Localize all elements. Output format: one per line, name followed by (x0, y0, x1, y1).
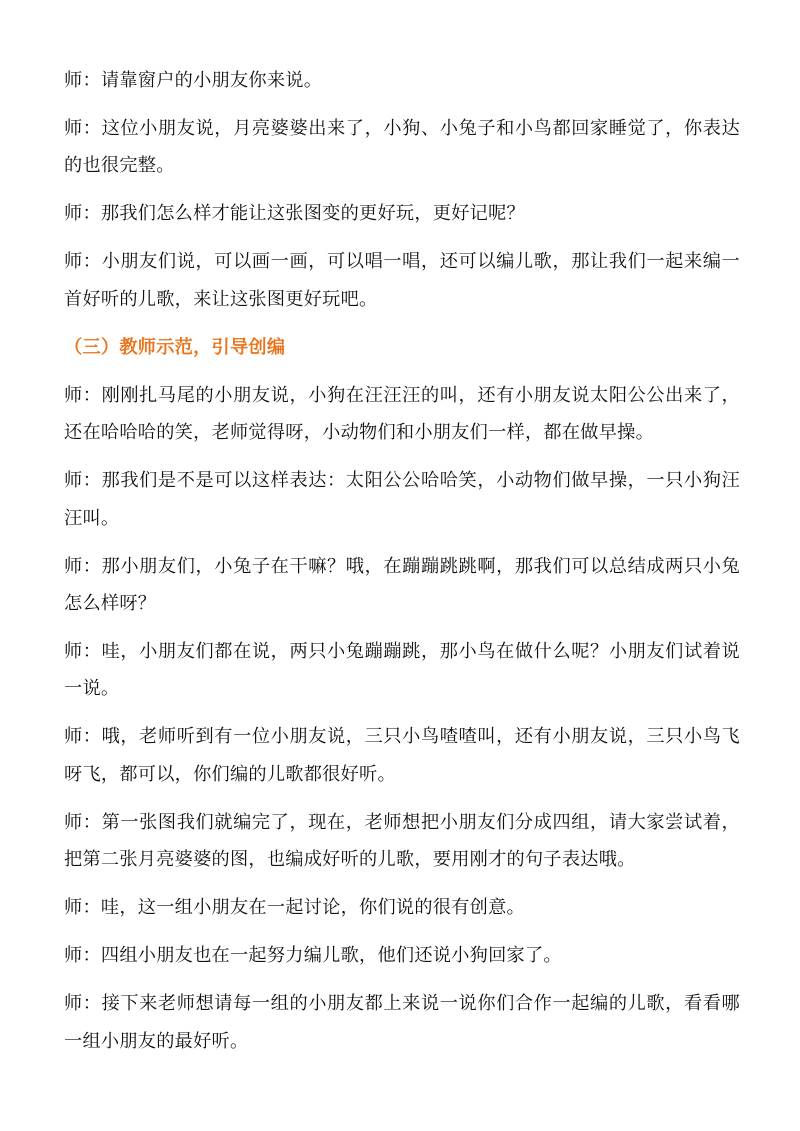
dialogue-paragraph: 师：哇，这一组小朋友在一起讨论，你们说的很有创意。 (64, 897, 525, 919)
dialogue-paragraph: 师：刚刚扎马尾的小朋友说，小狗在汪汪汪的叫，还有小朋友说太阳公公出来了，还在哈哈哈的笑，老师觉得呀，小动物们和小朋友们一样，都在做早操。 (64, 384, 740, 444)
dialogue-paragraph: 师：小朋友们说，可以画一画，可以唱一唱，还可以编儿歌，那让我们一起来编一首好听的儿歌，来让这张图更好玩吧。 (64, 251, 740, 310)
dialogue-paragraph: 师：哇，小朋友们都在说，两只小兔蹦蹦跳，那小鸟在做什么呢？小朋友们试着说一说。 (64, 641, 740, 700)
dialogue-paragraph: 师：那我们怎么样才能让这张图变的更好玩，更好记呢？ (64, 203, 525, 225)
dialogue-paragraph: 师：四组小朋友也在一起努力编儿歌，他们还说小狗回家了。 (64, 945, 562, 967)
dialogue-paragraph: 师：请靠窗户的小朋友你来说。 (64, 70, 323, 91)
section-heading: （三）教师示范，引导创编 (64, 336, 286, 358)
document-page (64, 62, 740, 1071)
dialogue-paragraph: 师：第一张图我们就编完了，现在，老师想把小朋友们分成四组，请大家尝试着，把第二张月亮婆婆的图，也编成好听的儿歌，要用刚才的句子表达哦。 (64, 811, 740, 871)
dialogue-paragraph: 师：那我们是不是可以这样表达：太阳公公哈哈笑，小动物们做早操，一只小狗汪汪叫。 (64, 470, 740, 529)
dialogue-paragraph: 师：那小朋友们，小兔子在干嘛？哦，在蹦蹦跳跳啊，那我们可以总结成两只小兔怎么样呀？ (64, 555, 740, 615)
dialogue-paragraph: 师：哦，老师听到有一位小朋友说，三只小鸟喳喳叫，还有小朋友说，三只小鸟飞呀飞，都可以，你们编的儿歌都很好听。 (64, 726, 740, 785)
dialogue-paragraph: 师：这位小朋友说，月亮婆婆出来了，小狗、小兔子和小鸟都回家睡觉了，你表达的也很完整。 (64, 118, 740, 177)
dialogue-paragraph: 师：接下来老师想请每一组的小朋友都上来说一说你们合作一起编的儿歌，看看哪一组小朋友的最好听。 (64, 993, 740, 1052)
